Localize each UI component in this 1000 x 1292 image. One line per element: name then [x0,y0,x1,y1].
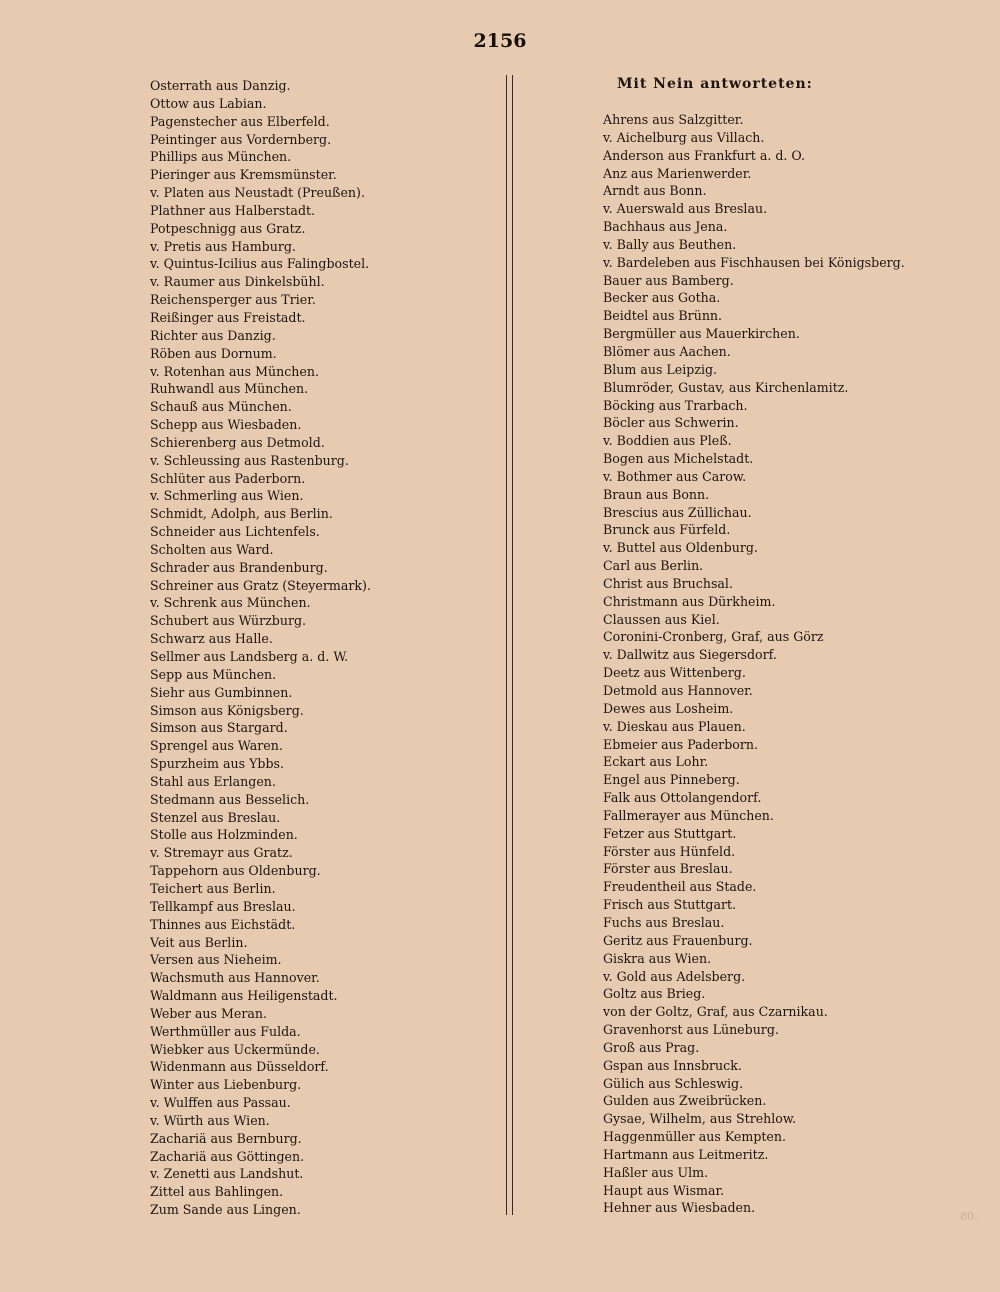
name-entry: Schlüter aus Paderborn. [150,470,306,486]
name-entry: Böcler aus Schwerin. [603,415,739,431]
name-entry: v. Boddien aus Pleß. [603,433,732,449]
name-entry: Widenmann aus Düsseldorf. [150,1059,329,1075]
name-entry: Röben aus Dornum. [150,345,277,361]
name-entry: Zachariä aus Bernburg. [150,1130,302,1146]
name-entry: Braun aus Bonn. [603,486,710,502]
name-entry: v. Gold aus Adelsberg. [603,968,746,984]
name-entry: Scholten aus Ward. [150,541,274,557]
name-entry: v. Quintus-Icilius aus Falingbostel. [150,256,370,272]
name-entry: Ahrens aus Salzgitter. [603,112,744,127]
name-entry: Bergmüller aus Mauerkirchen. [603,326,800,342]
name-entry: Simson aus Königsberg. [150,702,304,718]
name-entry: Anderson aus Frankfurt a. d. O. [603,147,806,163]
name-entry: Goltz aus Brieg. [603,986,706,1002]
name-entry: Sellmer aus Landsberg a. d. W. [150,649,349,664]
name-entry: Versen aus Nieheim. [150,952,282,968]
name-entry: Coronini-Cronberg, Graf, aus Görz [603,629,824,645]
name-entry: Christ aus Bruchsal. [603,575,733,591]
name-entry: Dewes aus Losheim. [603,700,734,716]
name-entry: Blömer aus Aachen. [603,343,731,359]
name-entry: Zachariä aus Göttingen. [150,1148,305,1164]
name-entry: v. Buttel aus Oldenburg. [603,540,758,556]
name-entry: Richter aus Danzig. [150,327,276,343]
name-entry: Brescius aus Züllichau. [603,504,752,520]
name-entry: Schierenberg aus Detmold. [150,434,325,450]
name-entry: v. Würth aus Wien. [150,1112,270,1128]
name-entry: Schubert aus Würzburg. [150,613,307,629]
name-entry: Reißinger aus Freistadt. [150,309,306,325]
name-entry: Brunck aus Fürfeld. [603,522,731,538]
name-entry: Sepp aus München. [150,666,277,682]
name-entry: Veit aus Berlin. [150,934,248,950]
name-entry: Schreiner aus Gratz (Steyermark). [150,577,371,593]
name-entry: Blumröder, Gustav, aus Kirchenlamitz. [603,379,849,395]
name-entry: Pieringer aus Kremsmünster. [150,167,337,183]
name-entry: Freudentheil aus Stade. [603,879,757,895]
name-entry: v. Bardeleben aus Fischhausen bei Königsberg. [603,254,905,270]
name-entry: Beidtel aus Brünn. [603,308,723,324]
name-entry: Stedmann aus Besselich. [150,791,310,807]
name-entry: v. Schleussing aus Rastenburg. [150,452,349,468]
name-entry: Winter aus Liebenburg. [150,1077,302,1093]
name-entry: v. Schmerling aus Wien. [150,488,304,504]
name-entry: Reichensperger aus Trier. [150,292,316,308]
name-entry: Schepp aus Wiesbaden. [150,417,302,433]
name-entry: v. Aichelburg aus Villach. [603,129,765,145]
name-entry: Blum aus Leipzig. [603,361,718,377]
name-entry: Wiebker aus Uckermünde. [150,1041,320,1057]
name-entry: Tappehorn aus Oldenburg. [150,863,321,879]
name-entry: Stahl aus Erlangen. [150,773,276,789]
name-entry: Pagenstecher aus Elberfeld. [150,113,330,129]
name-entry: Gysae, Wilhelm, aus Strehlow. [603,1111,797,1127]
name-entry: v. Platen aus Neustadt (Preußen). [150,185,365,201]
name-entry: v. Rotenhan aus München. [150,363,319,379]
name-entry: Stolle aus Holzminden. [150,827,298,843]
name-entry: Schneider aus Lichtenfels. [150,524,320,540]
name-entry: Wachsmuth aus Hannover. [150,970,320,986]
name-entry: Groß aus Prag. [603,1039,700,1055]
name-entry: v. Auerswald aus Breslau. [603,201,768,217]
page-edge-mark: 80. [960,1210,978,1223]
name-entry: v. Dallwitz aus Siegersdorf. [603,647,777,663]
name-entry: v. Raumer aus Dinkelsbühl. [150,274,325,290]
right-column-heading: Mit Nein antworteten: [617,76,813,92]
name-entry: Sprengel aus Waren. [150,738,283,754]
right-name-column [603,111,905,1217]
name-entry: Frisch aus Stuttgart. [603,897,737,913]
name-entry: v. Zenetti aus Landshut. [150,1166,304,1182]
name-entry: Weber aus Meran. [150,1005,267,1021]
name-entry: Falk aus Ottolangendorf. [603,790,762,806]
name-entry: Claussen aus Kiel. [603,611,720,627]
name-entry: v. Stremayr aus Gratz. [150,845,293,861]
name-entry: Ebmeier aus Paderborn. [603,736,758,752]
name-entry: v. Bally aus Beuthen. [603,236,737,252]
name-entry: Fetzer aus Stuttgart. [603,825,737,841]
name-entry: Peintinger aus Vordernberg. [150,131,332,147]
name-entry: Hehner aus Wiesbaden. [603,1200,756,1216]
name-entry: Schrader aus Brandenburg. [150,559,328,575]
name-entry: Gravenhorst aus Lüneburg. [603,1022,779,1038]
name-entry: Thinnes aus Eichstädt. [150,916,296,932]
name-entry: Detmold aus Hannover. [603,683,753,698]
name-entry: Eckart aus Lohr. [603,754,709,770]
name-entry: Hartmann aus Leitmeritz. [603,1146,769,1162]
name-entry: Osterrath aus Danzig. [150,78,291,93]
name-entry: Deetz aus Wittenberg. [603,665,746,681]
name-entry: Phillips aus München. [150,149,292,165]
name-entry: v. Schrenk aus München. [150,595,311,611]
name-entry: Potpeschnigg aus Gratz. [150,220,306,236]
name-entry: Ruhwandl aus München. [150,381,309,397]
left-name-column [150,77,371,1219]
name-entry: Anz aus Marienwerder. [603,165,752,181]
name-entry: Siehr aus Gumbinnen. [150,684,293,700]
page-number: 2156 [473,30,527,52]
name-entry: Förster aus Breslau. [603,861,733,877]
name-entry: Gülich aus Schleswig. [603,1075,744,1091]
name-entry: Christmann aus Dürkheim. [603,593,776,609]
name-entry: Plathner aus Halberstadt. [150,202,316,218]
name-entry: v. Wulffen aus Passau. [150,1095,291,1111]
name-entry: Bauer aus Bamberg. [603,272,734,288]
name-entry: Geritz aus Frauenburg. [603,932,753,948]
name-entry: Ottow aus Labian. [150,95,267,111]
name-entry: Zittel aus Bahlingen. [150,1184,284,1200]
name-entry: v. Pretis aus Hamburg. [150,238,296,254]
name-entry: Förster aus Hünfeld. [603,843,736,859]
name-entry: Gulden aus Zweibrücken. [603,1093,767,1109]
name-entry: Giskra aus Wien. [603,950,712,966]
name-entry: Haggenmüller aus Kempten. [603,1129,787,1145]
name-entry: Spurzheim aus Ybbs. [150,756,284,772]
name-entry: von der Goltz, Graf, aus Czarnikau. [603,1004,828,1020]
name-entry: Zum Sande aus Lingen. [150,1202,301,1218]
name-entry: Becker aus Gotha. [603,290,721,306]
name-entry: Schmidt, Adolph, aus Berlin. [150,506,333,522]
name-entry: Bogen aus Michelstadt. [603,451,754,467]
name-entry: v. Dieskau aus Plauen. [603,718,746,734]
name-entry: Fallmerayer aus München. [603,807,774,823]
name-entry: Carl aus Berlin. [603,558,704,574]
name-entry: Werthmüller aus Fulda. [150,1023,301,1039]
name-entry: Gspan aus Innsbruck. [603,1057,742,1073]
name-entry: Waldmann aus Heiligenstadt. [150,988,338,1004]
name-entry: Schwarz aus Halle. [150,631,273,647]
name-entry: Simson aus Stargard. [150,720,288,736]
name-entry: Stenzel aus Breslau. [150,809,281,825]
name-entry: Engel aus Pinneberg. [603,772,740,788]
name-entry: Fuchs aus Breslau. [603,914,725,930]
name-entry: v. Bothmer aus Carow. [603,468,747,484]
name-entry: Haupt aus Wismar. [603,1182,725,1198]
name-entry: Tellkampf aus Breslau. [150,898,296,914]
name-entry: Teichert aus Berlin. [150,880,276,896]
name-entry: Bachhaus aus Jena. [603,219,728,235]
name-entry: Arndt aus Bonn. [603,183,707,199]
name-entry: Haßler aus Ulm. [603,1164,709,1180]
column-divider [506,75,513,1215]
name-entry: Schauß aus München. [150,399,292,415]
name-entry: Böcking aus Trarbach. [603,397,748,413]
